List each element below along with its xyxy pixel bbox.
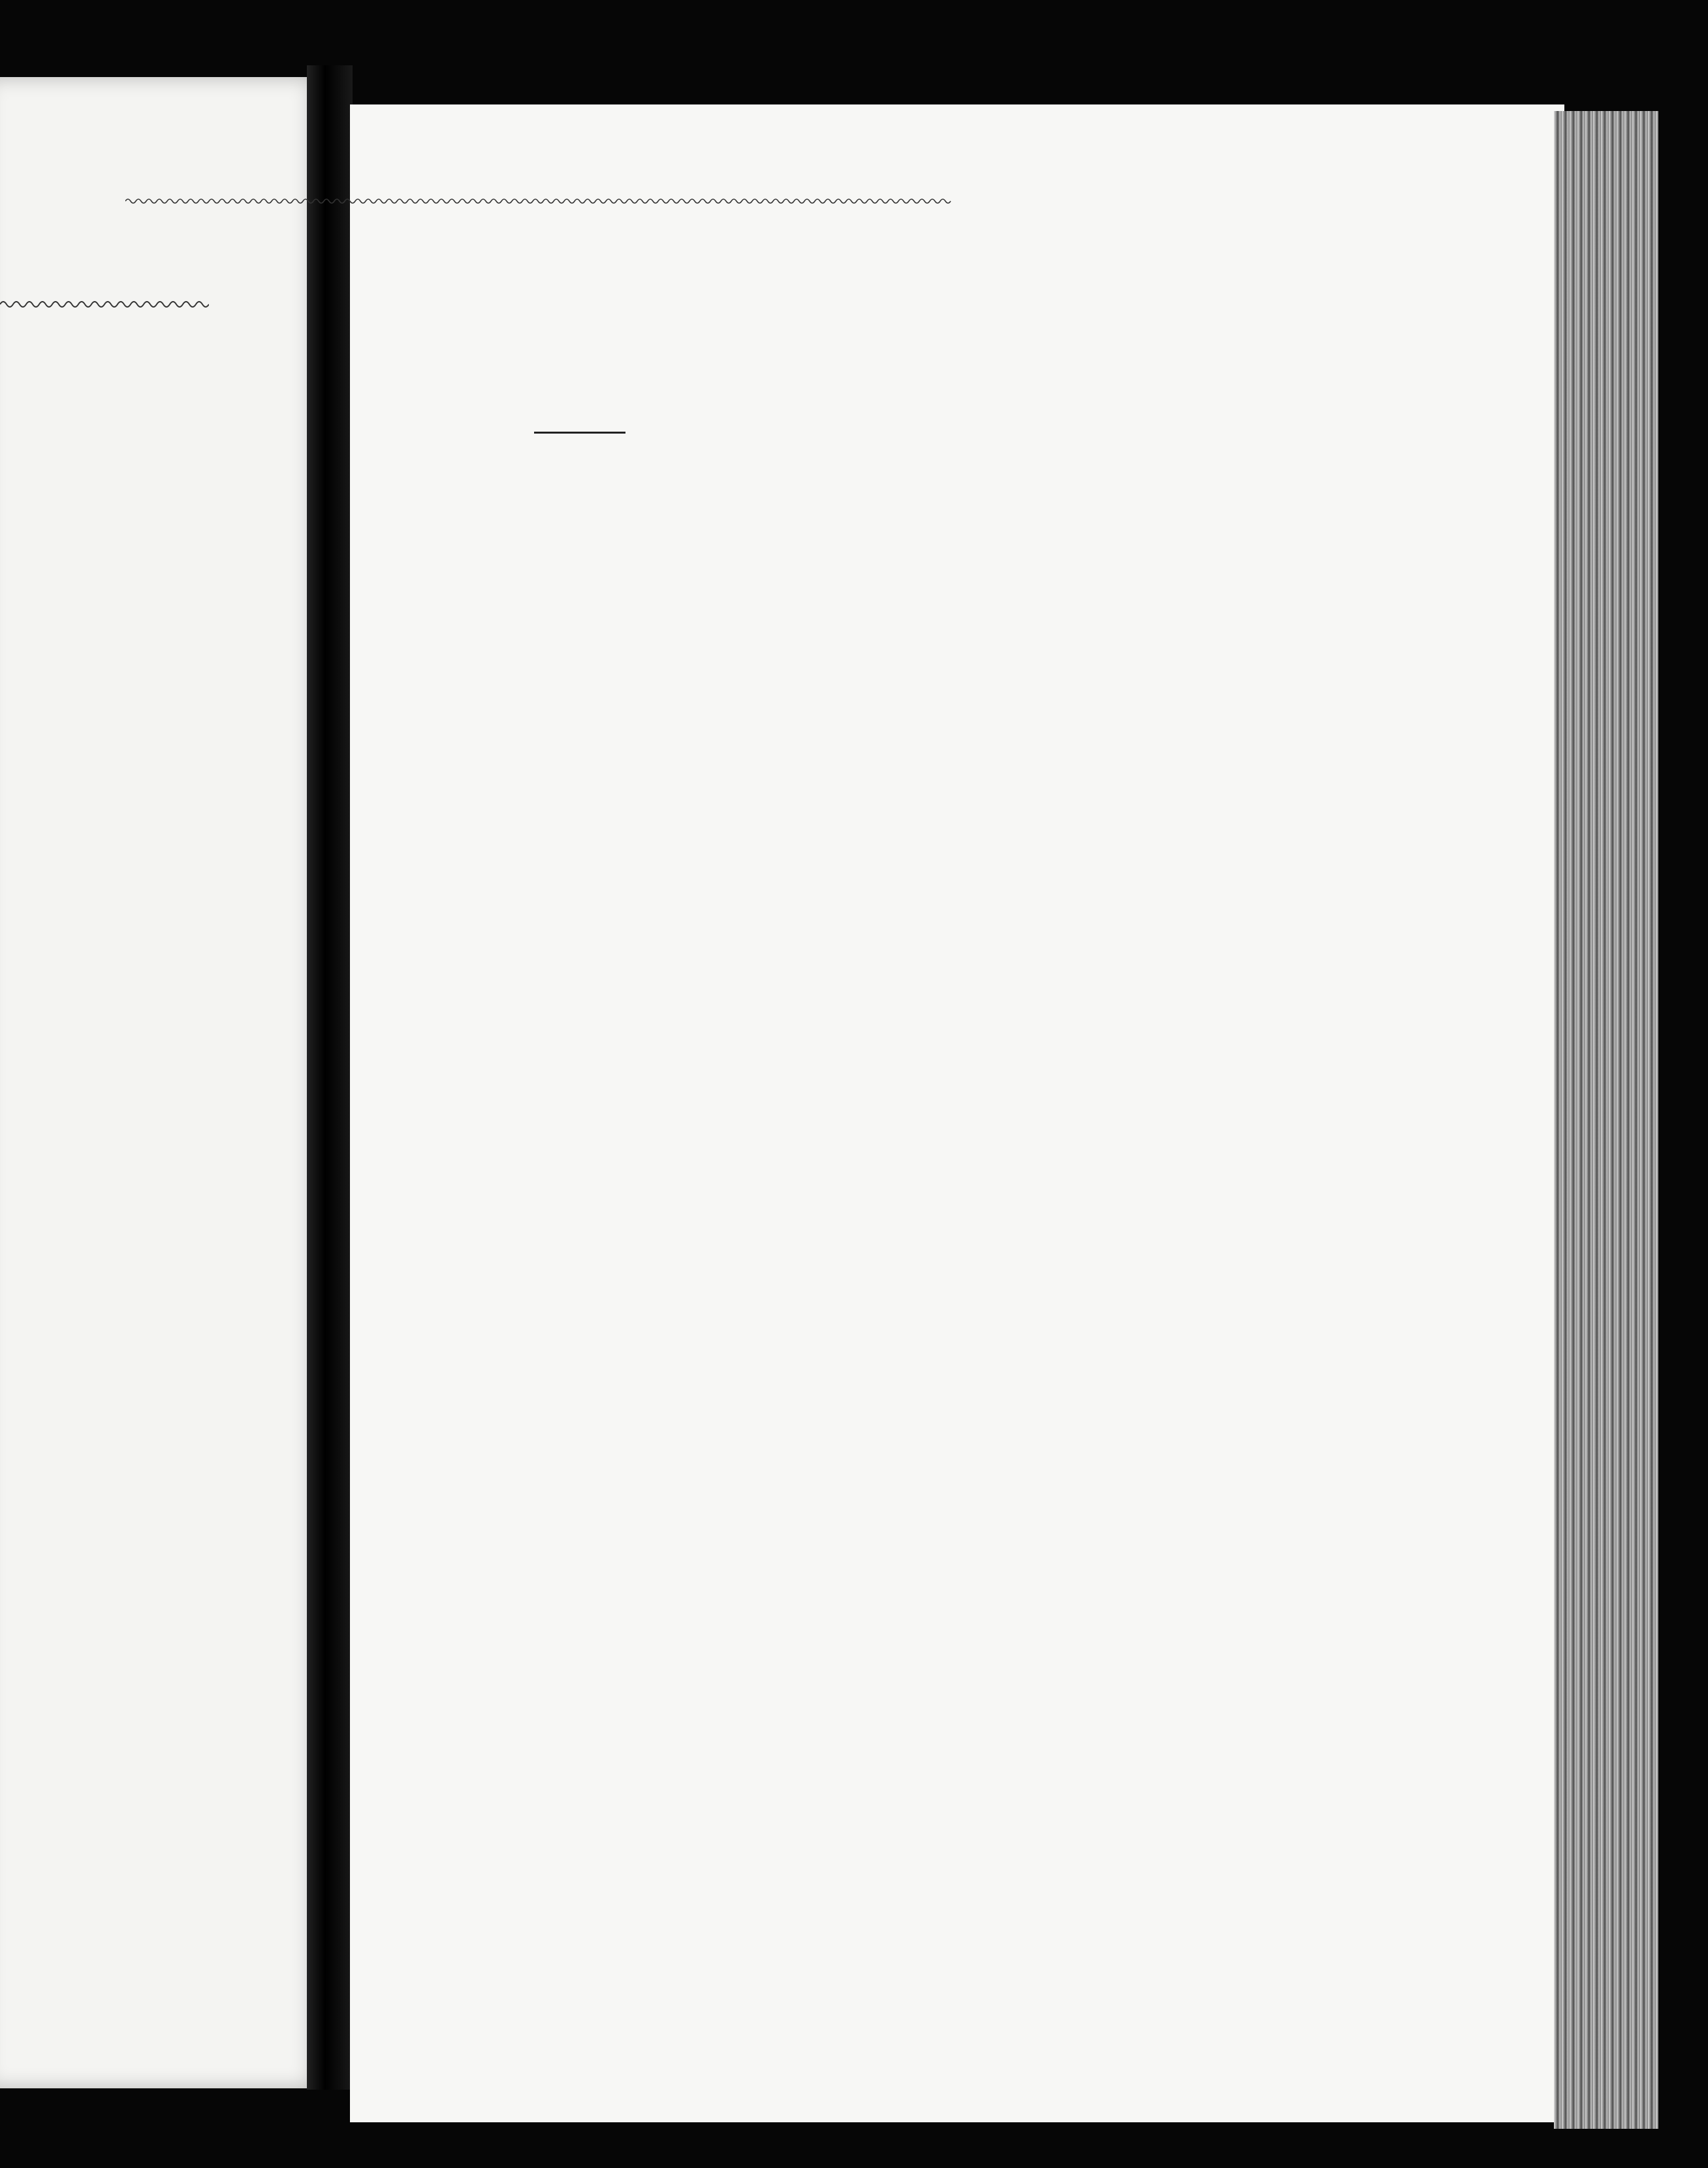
header-wave-rule: [125, 196, 1039, 206]
title-rule: [534, 432, 625, 434]
